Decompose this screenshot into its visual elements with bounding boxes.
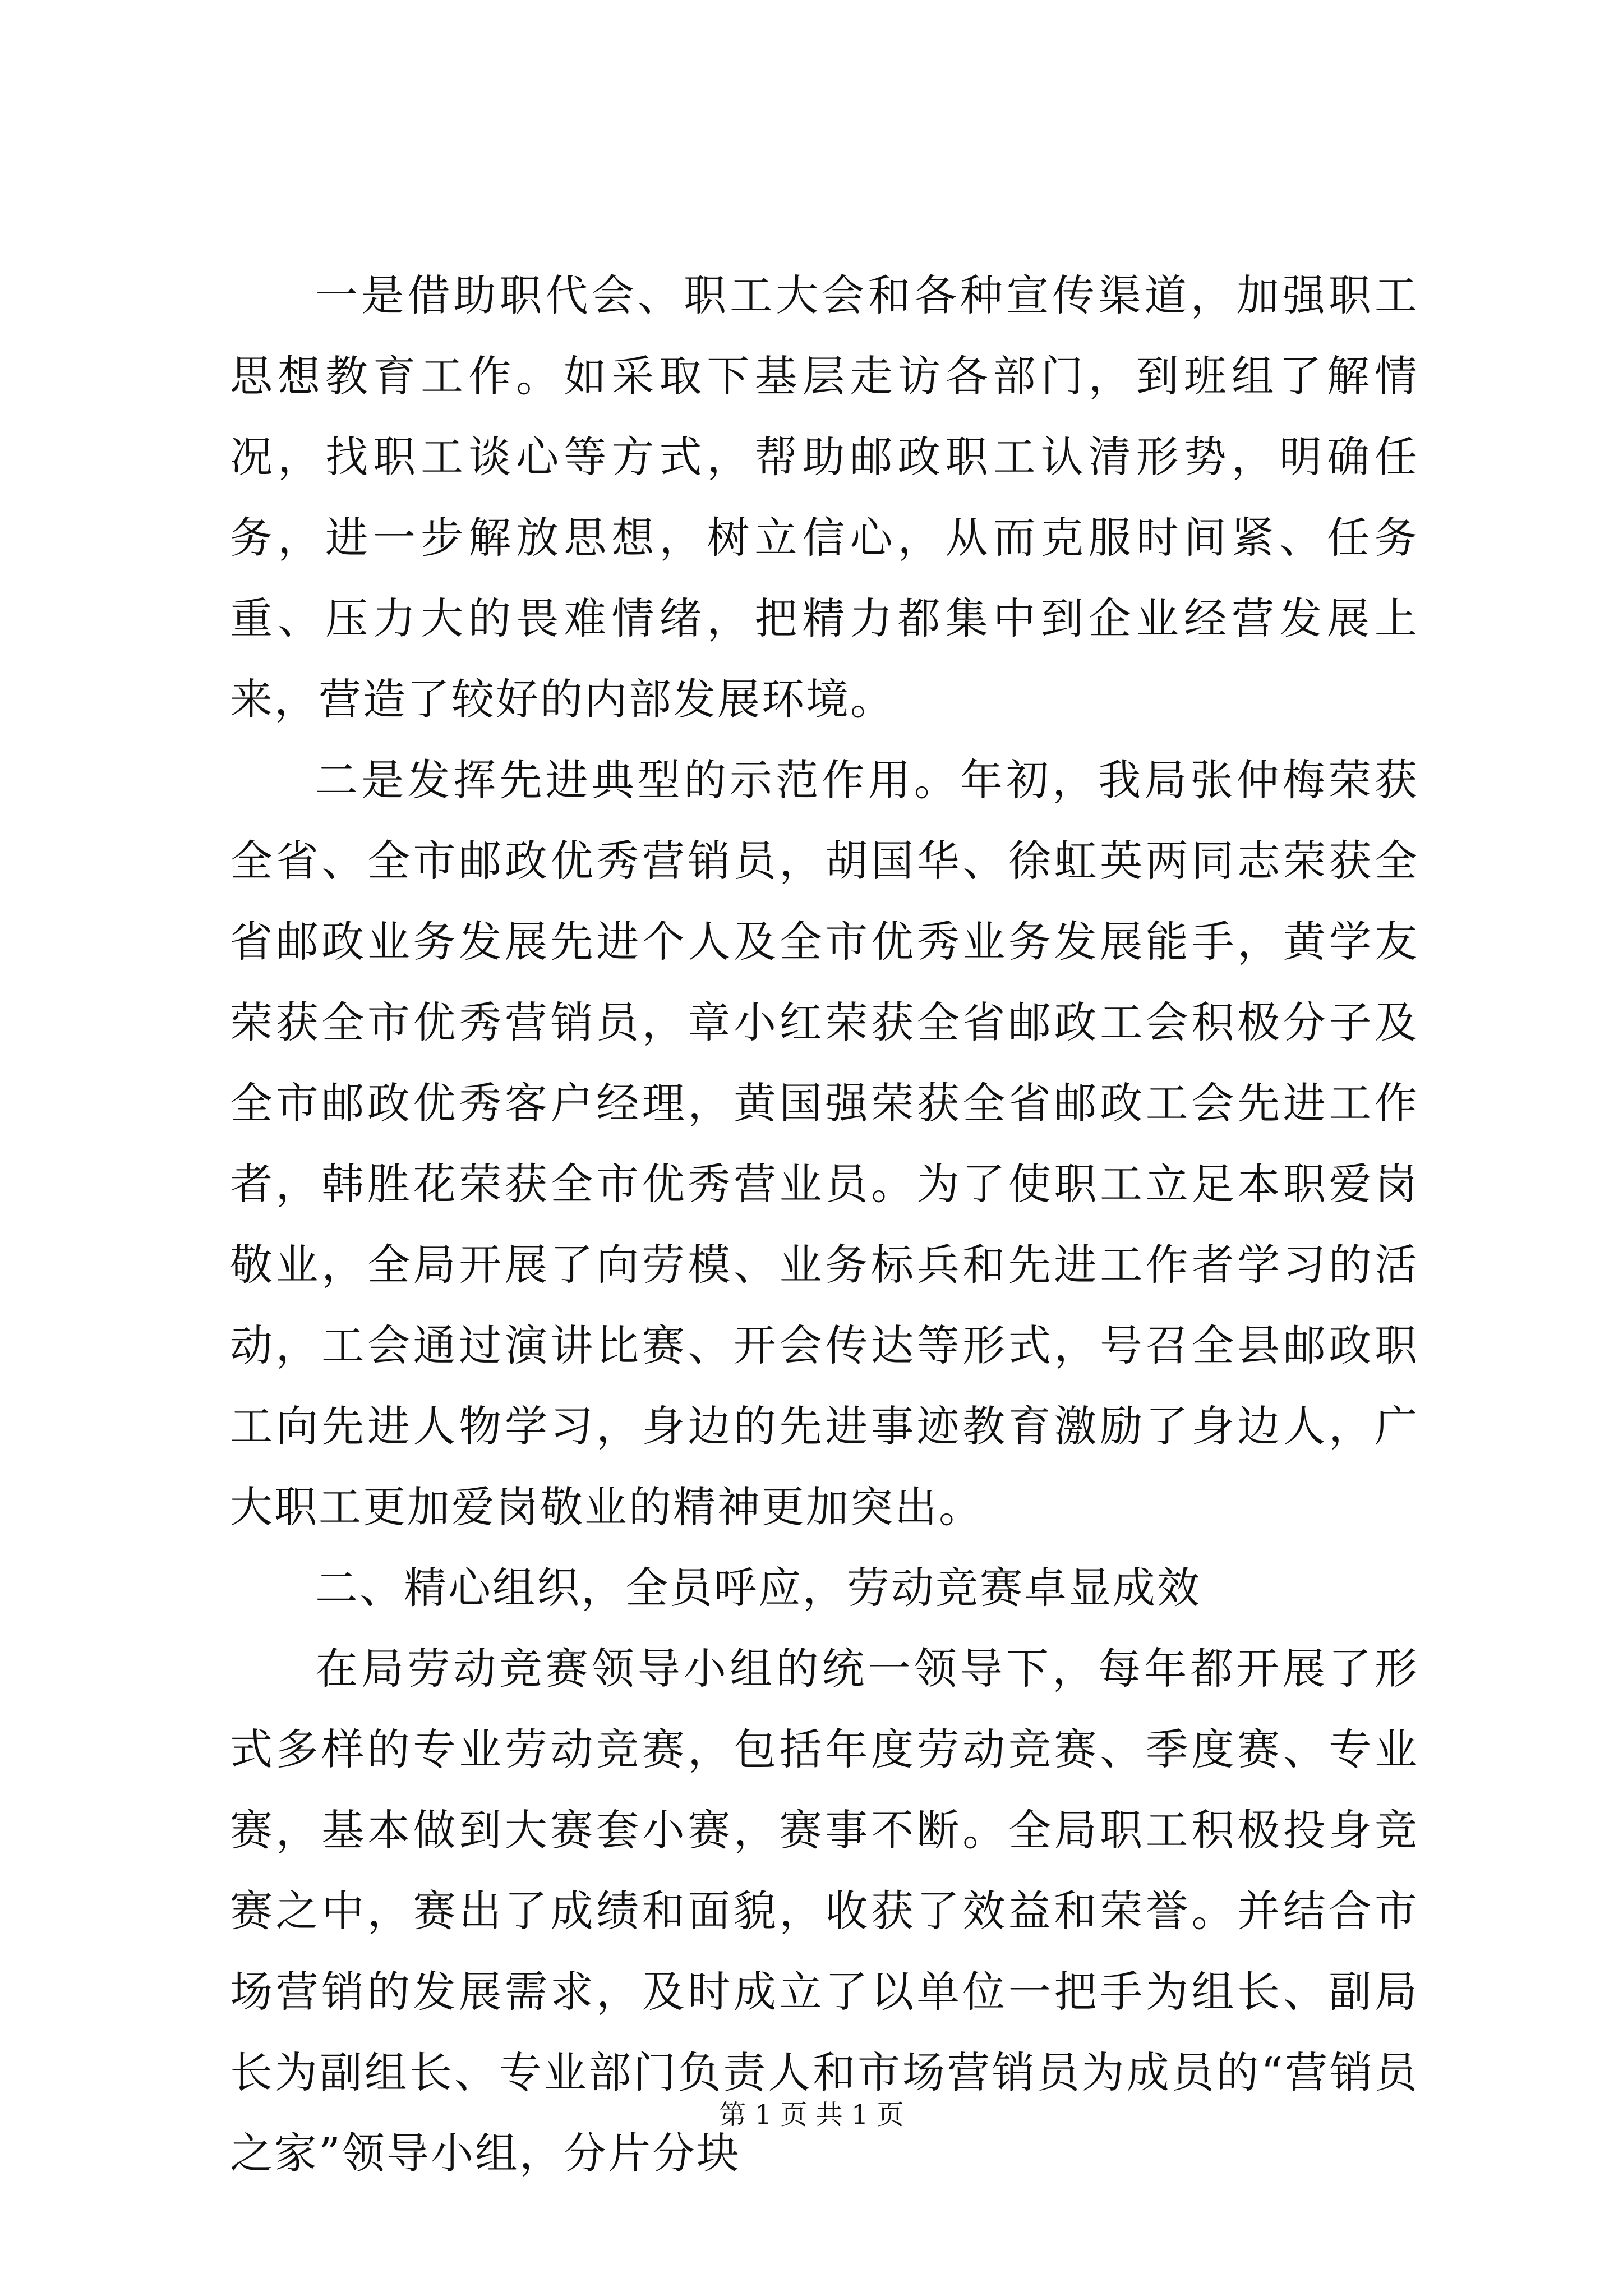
paragraph-thought-education: 一是借助职代会、职工大会和各种宣传渠道，加强职工思想教育工作。如采取下基层走访各部门，到班组了解情况，找职工谈心等方式，帮助邮政职工认清形势，明确任务，进一步解放思想，树立信心，从而克服时间紧、任务重、压力大的畏难情绪，把精力都集中到企业经营发展上来，营造了较好的内部发展环境。	[230, 270, 1419, 724]
paragraph-labor-competition: 在局劳动竞赛领导小组的统一领导下，每年都开展了形式多样的专业劳动竞赛，包括年度劳动竞赛、季度赛、专业赛，基本做到大赛套小赛，赛事不断。全局职工积极投身竞赛之中，赛出了成绩和面貌，收获了效益和荣誉。并结合市场营销的发展需求，及时成立了以单位一把手为组长、副局长为副组长、专业部门负责人和市场营销员为成员的“营销员之家”领导小组，分片分块	[230, 1644, 1419, 2178]
section-heading: 二、精心组织，全员呼应，劳动竞赛卓显成效	[315, 1563, 1201, 1613]
paragraph-model-workers: 二是发挥先进典型的示范作用。年初，我局张仲梅荣获全省、全市邮政优秀营销员，胡国华、徐虹英两同志荣获全省邮政业务发展先进个人及全市优秀业务发展能手，黄学友荣获全市优秀营销员，章小红荣获全省邮政工会积极分子及全市邮政优秀客户经理，黄国强荣获全省邮政工会先进工作者，韩胜花荣获全市优秀营业员。为了使职工立足本职爱岗敬业，全局开展了向劳模、业务标兵和先进工作者学习的活动，工会通过演讲比赛、开会传达等形式，号召全县邮政职工向先进人物学习，身边的先进事迹教育激励了身边人，广大职工更加爱岗敬业的精神更加突出。	[230, 755, 1419, 1532]
page-number-footer: 第 1 页 共 1 页	[719, 2099, 904, 2131]
document-body	[230, 255, 1419, 2194]
